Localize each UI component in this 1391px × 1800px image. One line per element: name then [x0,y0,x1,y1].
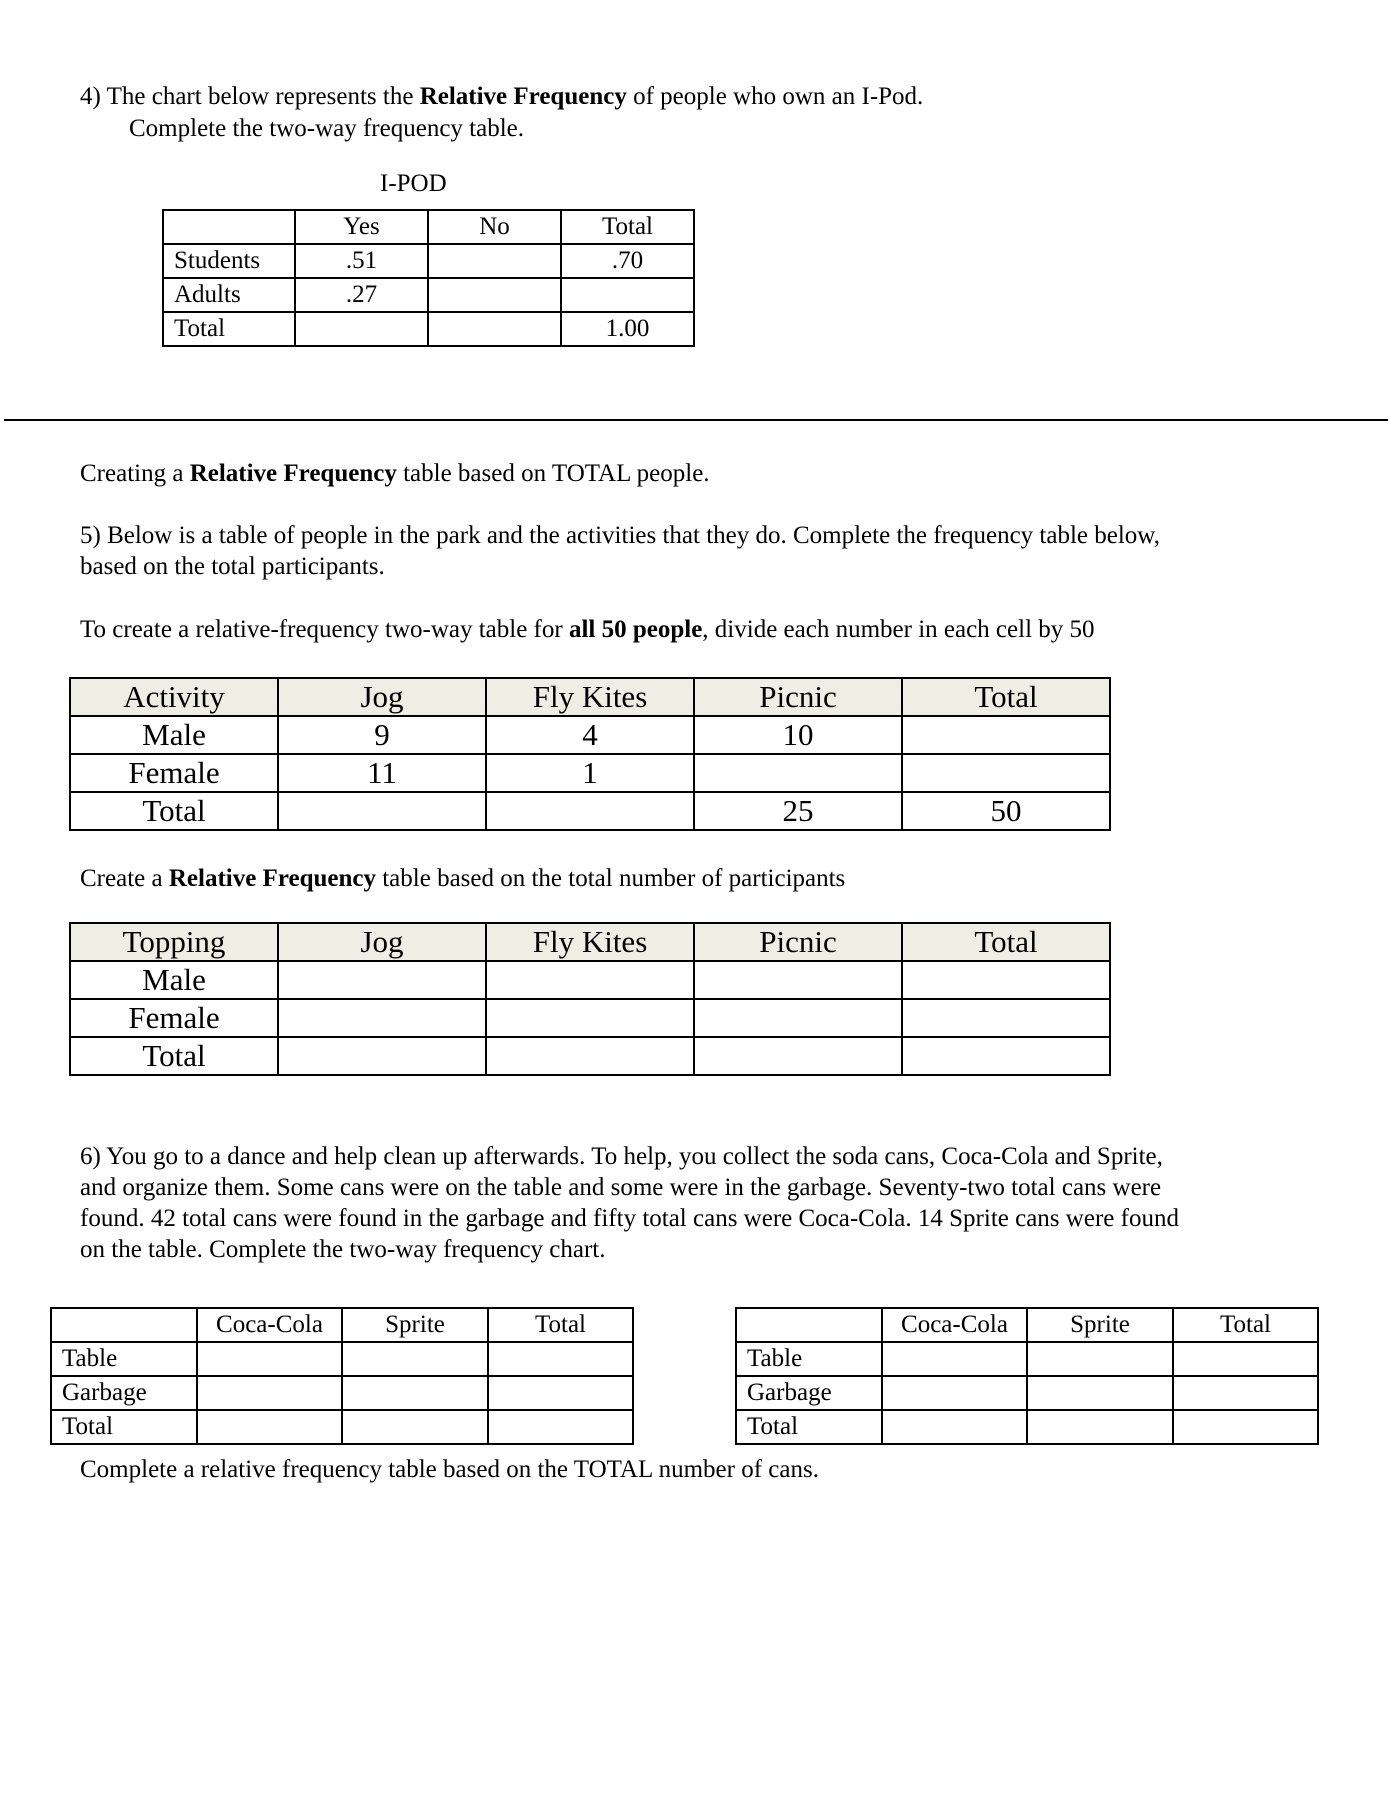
table-header-cell: Jog [278,923,486,961]
table-header-cell: Picnic [694,923,902,961]
table-row [70,999,1110,1037]
table-cell [1173,1342,1318,1376]
table-cell [1027,1342,1173,1376]
table-cell [736,1308,882,1342]
table-cell: .70 [561,244,694,278]
table-cell [51,1308,197,1342]
q6-footer-instruction: Complete a relative frequency table based on the TOTAL number of cans. [80,1456,819,1483]
table-header-cell: Total [488,1308,633,1342]
table-row [163,244,694,278]
table-header-cell: Fly Kites [486,923,694,961]
table-cell: 1 [486,754,694,792]
table-cell [882,1376,1027,1410]
q6-prompt-line3: found. 42 total cans were found in the garbage and fifty total cans were Coca-Cola. 14 Sprite cans were found [80,1205,1179,1232]
row-label: Male [70,961,278,999]
row-label: Adults [163,278,295,312]
table-cell: 10 [694,716,902,754]
row-label: Table [736,1342,882,1376]
table-header-cell: Total [1173,1308,1318,1342]
table-cell: 50 [902,792,1110,830]
table-cell [342,1342,488,1376]
table-cell [902,754,1110,792]
ipod-table [162,209,695,347]
table-cell: 1.00 [561,312,694,346]
table-cell [561,278,694,312]
table-row [736,1376,1318,1410]
row-label: Students [163,244,295,278]
row-label: Total [163,312,295,346]
table-row [70,1037,1110,1075]
table-cell [694,1037,902,1075]
table-cell [342,1376,488,1410]
table-cell: 25 [694,792,902,830]
table-cell [694,754,902,792]
table-cell [163,210,295,244]
q5-instructions: To create a relative-frequency two-way table for all 50 people, divide each number in each cell by 50 [80,616,1095,643]
table-header-cell: Fly Kites [486,678,694,716]
table-cell: 9 [278,716,486,754]
row-label: Garbage [736,1376,882,1410]
q4-table-title: I-POD [380,170,447,197]
row-label: Total [51,1410,197,1444]
table-cell [486,999,694,1037]
table-header-cell: Yes [295,210,428,244]
table-row [70,792,1110,830]
table-header-cell: Sprite [1027,1308,1173,1342]
table-cell [902,961,1110,999]
table-cell [428,312,561,346]
table-row [163,210,694,244]
cans-frequency-table [50,1307,634,1445]
table-cell [342,1410,488,1444]
row-label: Female [70,754,278,792]
q4-prompt-line2: Complete the two-way frequency table. [129,115,524,142]
table-header-cell: Picnic [694,678,902,716]
table-cell [278,961,486,999]
table-cell [694,999,902,1037]
relative-frequency-table [69,922,1111,1076]
table-cell [1027,1410,1173,1444]
table-cell [694,961,902,999]
table-cell [197,1376,342,1410]
table-header-cell: Activity [70,678,278,716]
table-cell [428,278,561,312]
table-header-row [70,923,1110,961]
table-cell: 11 [278,754,486,792]
cans-relative-frequency-table [735,1307,1319,1445]
table-cell [488,1342,633,1376]
table-cell [1173,1376,1318,1410]
table-cell [882,1410,1027,1444]
table-cell [902,716,1110,754]
table-cell [488,1410,633,1444]
row-label: Male [70,716,278,754]
table-cell [486,792,694,830]
table-header-cell: No [428,210,561,244]
table-row [51,1342,633,1376]
table-cell [488,1376,633,1410]
table-header-cell: Coca-Cola [197,1308,342,1342]
table-cell [278,999,486,1037]
activity-frequency-table [69,677,1111,831]
q6-prompt-line4: on the table. Complete the two-way frequency chart. [80,1236,606,1263]
q6-prompt-line1: 6) You go to a dance and help clean up afterwards. To help, you collect the soda cans, Coca-Cola and Sprite, [80,1143,1163,1170]
q6-prompt-line2: and organize them. Some cans were on the table and some were in the garbage. Seventy-two total cans were [80,1174,1162,1201]
table-row [70,716,1110,754]
table-row [70,754,1110,792]
table-cell [295,312,428,346]
row-label: Total [70,792,278,830]
table-row [70,961,1110,999]
table-row [51,1376,633,1410]
table-header-row [70,678,1110,716]
table-cell [278,792,486,830]
table-cell: .27 [295,278,428,312]
row-label: Total [70,1037,278,1075]
table-cell [428,244,561,278]
q5-create-instruction: Create a Relative Frequency table based on the total number of participants [80,865,846,892]
table-header-cell: Coca-Cola [882,1308,1027,1342]
table-header-row [736,1308,1318,1342]
q5-prompt-line2: based on the total participants. [80,553,385,580]
table-cell [902,1037,1110,1075]
row-label: Female [70,999,278,1037]
row-label: Table [51,1342,197,1376]
table-cell [882,1342,1027,1376]
table-header-cell: Total [902,678,1110,716]
table-cell [197,1410,342,1444]
table-header-row [51,1308,633,1342]
q4-prompt-line1: 4) The chart below represents the Relative Frequency of people who own an I-Pod. [80,83,924,110]
table-header-cell: Sprite [342,1308,488,1342]
table-row [736,1342,1318,1376]
table-cell [1027,1376,1173,1410]
table-cell [902,999,1110,1037]
table-header-cell: Jog [278,678,486,716]
section-divider [4,419,1388,421]
row-label: Total [736,1410,882,1444]
table-row [51,1410,633,1444]
table-cell: 4 [486,716,694,754]
table-cell [486,1037,694,1075]
table-row [736,1410,1318,1444]
row-label: Garbage [51,1376,197,1410]
table-cell: .51 [295,244,428,278]
table-header-cell: Topping [70,923,278,961]
table-header-cell: Total [902,923,1110,961]
table-cell [1173,1410,1318,1444]
q5-prompt-line1: 5) Below is a table of people in the park and the activities that they do. Complete the frequency table below, [80,522,1160,549]
table-cell [486,961,694,999]
q5-intro: Creating a Relative Frequency table based on TOTAL people. [80,460,710,487]
table-header-cell: Total [561,210,694,244]
table-cell [197,1342,342,1376]
table-cell [278,1037,486,1075]
table-row [163,312,694,346]
table-row [163,278,694,312]
